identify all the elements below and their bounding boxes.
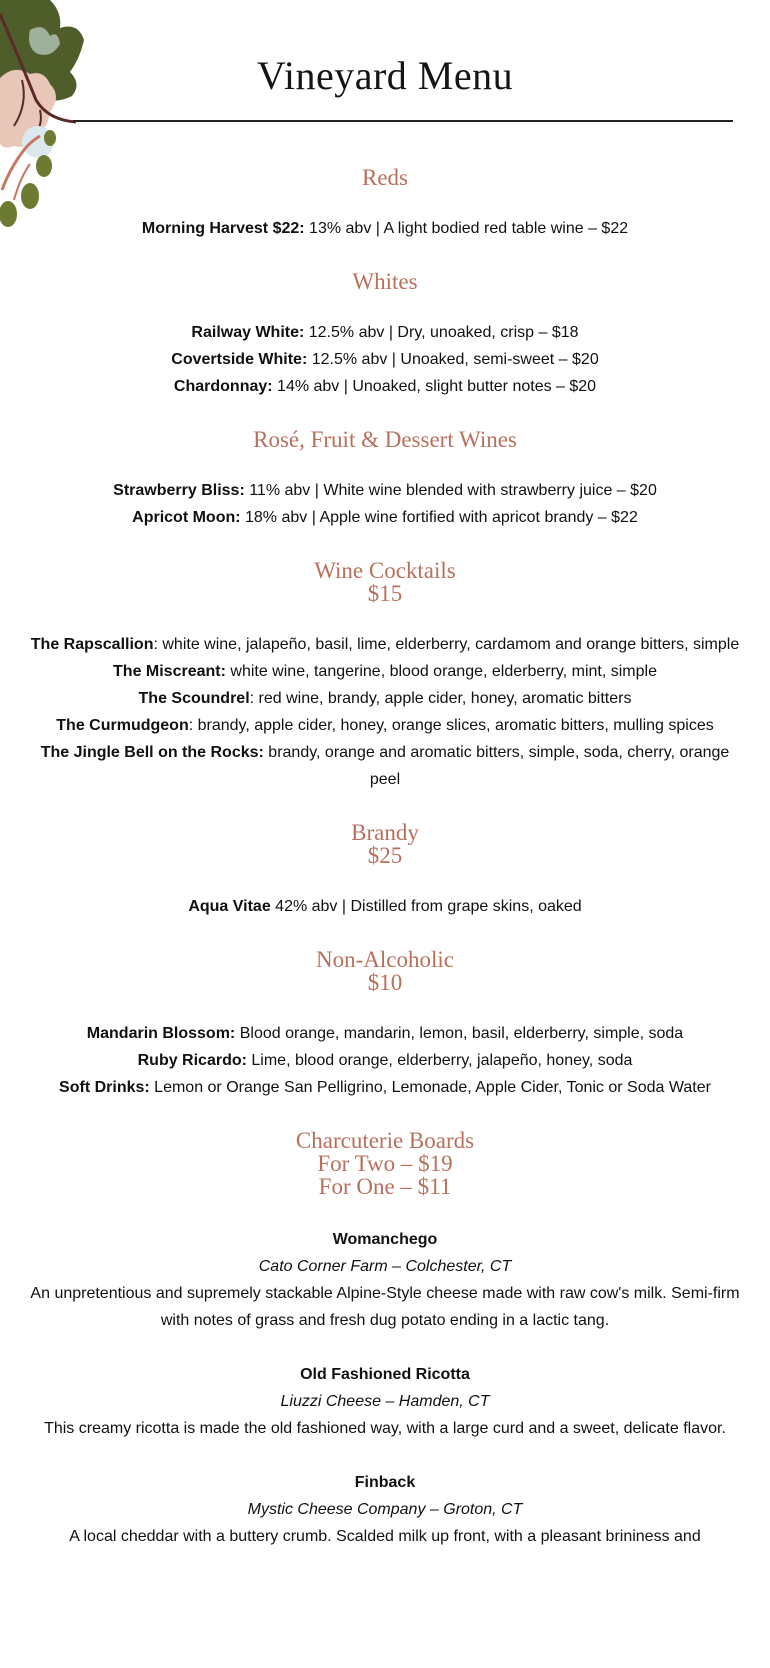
menu-item-name: Strawberry Bliss:	[113, 482, 245, 499]
section-heading-line: $25	[367, 843, 403, 868]
menu-item-desc: white wine, tangerine, blood orange, elderberry, mint, simple	[225, 663, 657, 680]
menu-item-desc: 13% abv | A light bodied red table wine – $22	[304, 220, 629, 237]
menu-item-name: Apricot Moon:	[132, 509, 241, 526]
menu-item	[30, 893, 740, 920]
menu-item-name: Mandarin Blossom:	[86, 1025, 236, 1042]
cheese-source: Liuzzi Cheese – Hamden, CT	[280, 1393, 490, 1410]
menu-item	[30, 373, 740, 400]
cheese-description: An unpretentious and supremely stackable Alpine-Style cheese made with raw cow's milk. Semi-firm with notes of grass and fresh dug potato ending in a lactic tang.	[30, 1285, 740, 1329]
menu-item-desc: : brandy, apple cider, honey, orange slices, aromatic bitters, mulling spices	[188, 717, 714, 734]
menu-section	[30, 270, 740, 400]
menu-item-desc: 12.5% abv | Unoaked, semi-sweet – $20	[307, 351, 599, 368]
menu-item	[30, 685, 740, 712]
menu-item-name: Morning Harvest $22:	[141, 220, 305, 237]
section-heading-line: Non-Alcoholic	[316, 947, 454, 972]
menu-item-name: The Jingle Bell on the Rocks:	[40, 744, 264, 761]
menu-item-name: Covertside White:	[171, 351, 308, 368]
cheese-entry	[30, 1469, 740, 1550]
menu-item-name: Ruby Ricardo:	[137, 1052, 247, 1069]
cheese-description: This creamy ricotta is made the old fashioned way, with a large curd and a sweet, delicate flavor.	[44, 1420, 726, 1437]
section-heading-line: For Two – $19	[317, 1151, 453, 1176]
menu-item-desc: Lemon or Orange San Pelligrino, Lemonade, Apple Cider, Tonic or Soda Water	[149, 1079, 711, 1096]
menu-item-name: The Scoundrel	[138, 690, 250, 707]
section-heading-line: Whites	[352, 269, 418, 294]
cheese-source: Cato Corner Farm – Colchester, CT	[258, 1258, 512, 1275]
menu-item-name: The Miscreant:	[113, 663, 226, 680]
menu-item-name: Chardonnay:	[173, 378, 273, 395]
menu-item-name: The Rapscallion	[30, 636, 154, 653]
menu-item-desc: brandy, orange and aromatic bitters, simple, soda, cherry, orange peel	[263, 744, 730, 788]
menu-item	[30, 477, 740, 504]
menu-item	[30, 658, 740, 685]
section-heading	[30, 559, 740, 605]
menu-item	[30, 346, 740, 373]
menu-item	[30, 319, 740, 346]
menu-item	[30, 1047, 740, 1074]
menu-item	[30, 1074, 740, 1101]
cheese-entry	[30, 1226, 740, 1334]
menu-content	[30, 166, 740, 1577]
menu-item	[30, 739, 740, 793]
cheese-name: Womanchego	[332, 1231, 438, 1248]
section-heading	[30, 270, 740, 293]
menu-item-desc: : red wine, brandy, apple cider, honey, aromatic bitters	[249, 690, 632, 707]
title-divider	[73, 120, 733, 122]
section-heading	[30, 428, 740, 451]
section-heading	[30, 1129, 740, 1198]
menu-item-desc: 14% abv | Unoaked, slight butter notes – $20	[272, 378, 597, 395]
section-heading-line: Rosé, Fruit & Dessert Wines	[253, 427, 517, 452]
section-heading-line: Brandy	[351, 820, 419, 845]
menu-item-desc: 42% abv | Distilled from grape skins, oaked	[270, 898, 582, 915]
menu-item-desc: 18% abv | Apple wine fortified with apricot brandy – $22	[240, 509, 638, 526]
cheese-name: Old Fashioned Ricotta	[300, 1366, 470, 1383]
menu-item	[30, 215, 740, 242]
menu-item-name: Railway White:	[191, 324, 305, 341]
menu-item	[30, 712, 740, 739]
cheese-source: Mystic Cheese Company – Groton, CT	[247, 1501, 523, 1518]
cheese-description: A local cheddar with a buttery crumb. Scalded milk up front, with a pleasant brininess and	[69, 1528, 701, 1545]
menu-item	[30, 504, 740, 531]
menu-item-desc: Lime, blood orange, elderberry, jalapeño, honey, soda	[246, 1052, 633, 1069]
section-heading-line: $10	[367, 970, 403, 995]
section-heading	[30, 166, 740, 189]
menu-section	[30, 166, 740, 242]
menu-item-desc: : white wine, jalapeño, basil, lime, elderberry, cardamom and orange bitters, simple	[153, 636, 740, 653]
menu-item	[30, 631, 740, 658]
menu-section	[30, 948, 740, 1101]
section-heading-line: Wine Cocktails	[314, 558, 456, 583]
section-heading-line: Charcuterie Boards	[295, 1128, 475, 1153]
menu-section	[30, 559, 740, 793]
menu-item-desc: Blood orange, mandarin, lemon, basil, elderberry, simple, soda	[235, 1025, 684, 1042]
menu-item	[30, 1020, 740, 1047]
menu-section	[30, 821, 740, 920]
menu-section	[30, 1129, 740, 1198]
menu-item-desc: 12.5% abv | Dry, unoaked, crisp – $18	[304, 324, 579, 341]
menu-item-desc: 11% abv | White wine blended with strawberry juice – $20	[244, 482, 657, 499]
menu-item-name: Soft Drinks:	[59, 1079, 150, 1096]
section-heading-line: $15	[367, 581, 403, 606]
menu-section	[30, 428, 740, 531]
cheese-entry	[30, 1361, 740, 1442]
section-heading-line: Reds	[362, 165, 408, 190]
section-heading-line: For One – $11	[318, 1174, 452, 1199]
page-title: Vineyard Menu	[256, 53, 514, 98]
menu-item-name: Aqua Vitae	[188, 898, 271, 915]
section-heading	[30, 948, 740, 994]
section-heading	[30, 821, 740, 867]
cheese-name: Finback	[354, 1474, 416, 1491]
menu-item-name: The Curmudgeon	[56, 717, 189, 734]
